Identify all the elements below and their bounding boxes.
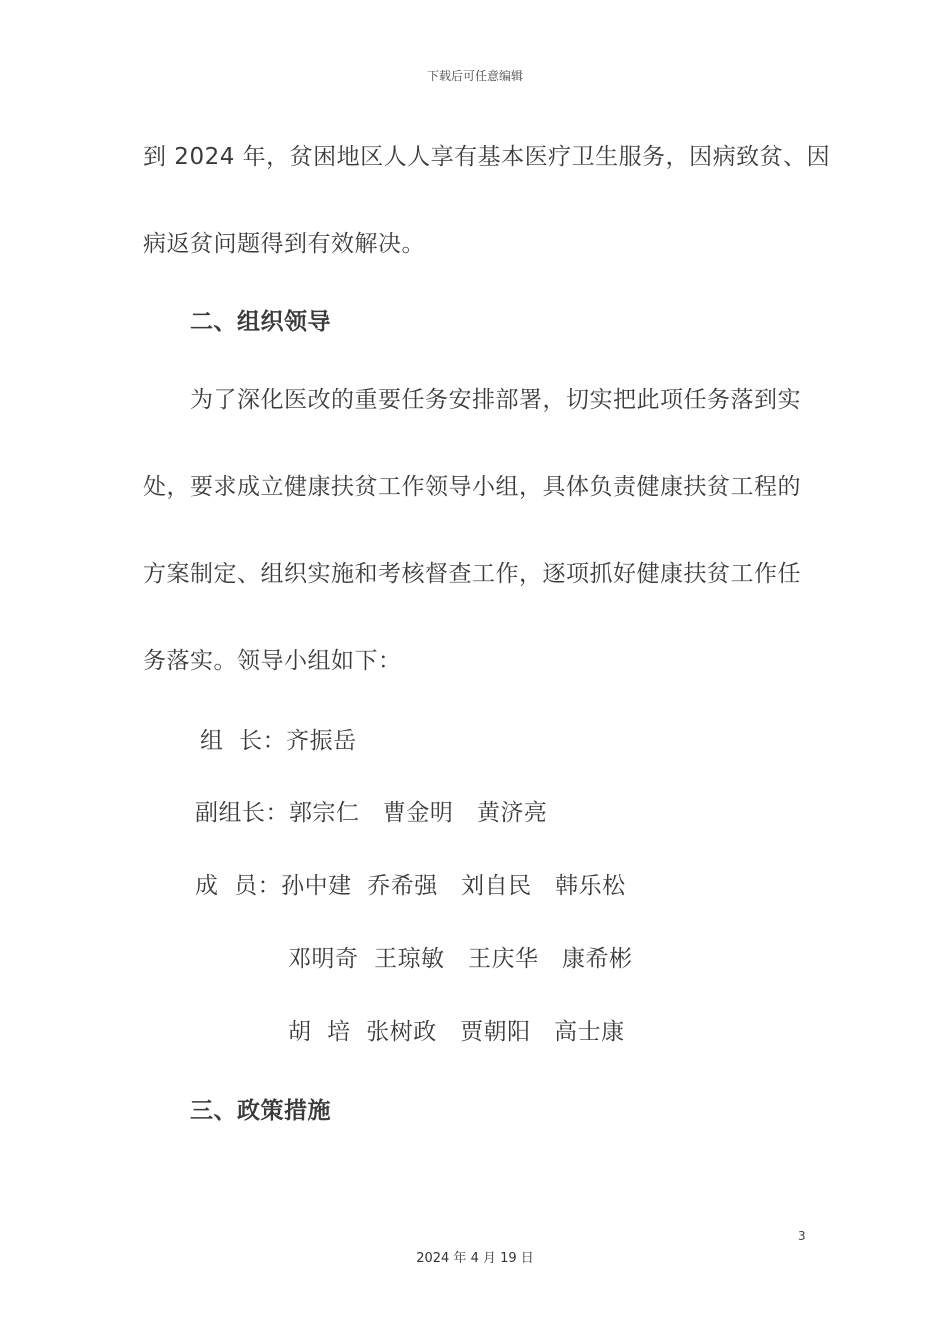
deputy-entry: 副组长：郭宗仁 曹金明 黄济亮 [195,800,548,826]
members-entry: 成 员：孙中建 乔希强 刘自民 韩乐松 [195,873,626,899]
members-entry: 胡 培 张树政 贾朝阳 高士康 [288,1019,625,1045]
leader-entry: 组 长：齐振岳 [200,728,357,754]
paragraph-line: 方案制定、组织实施和考核督查工作，逐项抓好健康扶贫工作任 [143,561,801,587]
paragraph-line: 务落实。领导小组如下： [143,648,402,674]
page-header: 下载后可任意编辑 [426,69,523,83]
paragraph-line: 病返贫问题得到有效解决。 [143,231,425,257]
page-footer-date: 2024 年 4 月 19 日 [416,1251,534,1266]
paragraph-line: 到 2024 年，贫困地区人人享有基本医疗卫生服务，因病致贫、因 [143,144,831,170]
paragraph-line: 处，要求成立健康扶贫工作领导小组，具体负责健康扶贫工程的 [143,474,801,500]
members-entry: 邓明奇 王琼敏 王庆华 康希彬 [288,946,633,972]
page-number: 3 [798,1229,806,1243]
section-heading: 三、政策措施 [190,1098,331,1124]
paragraph-line: 为了深化医改的重要任务安排部署，切实把此项任务落到实 [190,387,801,413]
section-heading: 二、组织领导 [190,309,331,335]
